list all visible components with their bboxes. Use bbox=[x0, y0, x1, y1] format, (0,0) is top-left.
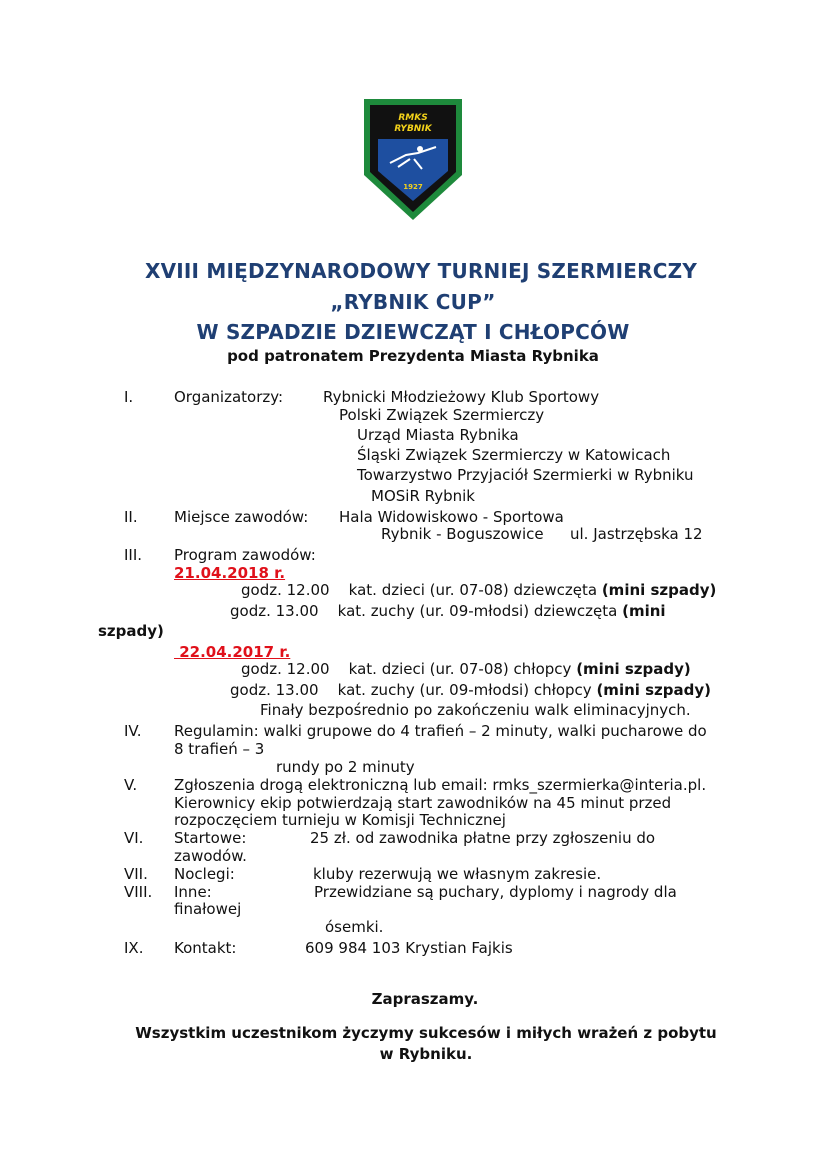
logo-year: 1927 bbox=[403, 183, 423, 191]
section-num-ix: IX. bbox=[124, 939, 144, 957]
section-num-ii: II. bbox=[124, 508, 138, 526]
schedule-weapon: (mini bbox=[622, 602, 666, 620]
section-num-iv: IV. bbox=[124, 722, 142, 740]
other-text-cont: finałowej bbox=[174, 900, 242, 918]
schedule-time: godz. 12.00 bbox=[241, 581, 330, 599]
schedule-row bbox=[241, 660, 691, 678]
wishes-line-2: w Rybniku. bbox=[379, 1045, 473, 1063]
schedule-time: godz. 13.00 bbox=[230, 681, 319, 699]
organizer-5: Towarzystwo Przyjaciół Szermierki w Rybniku bbox=[357, 466, 694, 484]
section-num-vi: VI. bbox=[124, 829, 144, 847]
title-line-2: „RYBNIK CUP” bbox=[330, 290, 496, 314]
schedule-row bbox=[241, 581, 716, 599]
schedule-weapon-cont: szpady) bbox=[98, 622, 164, 640]
section-num-iii: III. bbox=[124, 546, 143, 564]
logo-text-rybnik: RYBNIK bbox=[394, 124, 432, 134]
section-num-i: I. bbox=[124, 388, 134, 406]
logo-text-rmks: RMKS bbox=[398, 113, 428, 123]
other-text-cont-2: ósemki. bbox=[325, 918, 384, 936]
rules-line-3: rundy po 2 minuty bbox=[276, 758, 415, 776]
venue-street: ul. Jastrzębska 12 bbox=[570, 525, 703, 543]
organizer-1: Rybnicki Młodzieżowy Klub Sportowy bbox=[323, 388, 600, 406]
section-label-contact: Kontakt: bbox=[174, 939, 237, 957]
organizer-3: Urząd Miasta Rybnika bbox=[357, 426, 519, 444]
lodging-text: kluby rezerwują we własnym zakresie. bbox=[313, 865, 602, 883]
registration-line-2: Kierownicy ekip potwierdzają start zawodników na 45 minut przed bbox=[174, 794, 672, 812]
fee-text: 25 zł. od zawodnika płatne przy zgłoszeniu do bbox=[310, 829, 656, 847]
section-label-other: Inne: bbox=[174, 883, 212, 901]
schedule-category: kat. dzieci (ur. 07-08) chłopcy bbox=[348, 660, 572, 678]
section-num-v: V. bbox=[124, 776, 138, 794]
section-label-fee: Startowe: bbox=[174, 829, 247, 847]
fee-text-cont: zawodów. bbox=[174, 847, 247, 865]
finals-note: Finały bezpośrednio po zakończeniu walk eliminacyjnych. bbox=[260, 701, 691, 719]
registration-line-1: Zgłoszenia drogą elektroniczną lub email: rmks_szermierka@interia.pl. bbox=[174, 776, 707, 794]
schedule-time: godz. 13.00 bbox=[230, 602, 319, 620]
rules-line-2: 8 trafień – 3 bbox=[174, 740, 265, 758]
program-date-1: 21.04.2018 r. bbox=[174, 564, 286, 582]
schedule-time: godz. 12.00 bbox=[241, 660, 330, 678]
section-num-vii: VII. bbox=[124, 865, 148, 883]
section-label-lodging: Noclegi: bbox=[174, 865, 235, 883]
invitation: Zapraszamy. bbox=[371, 990, 479, 1008]
schedule-weapon: (mini szpady) bbox=[601, 581, 717, 599]
schedule-row bbox=[230, 681, 711, 699]
other-text: Przewidziane są puchary, dyplomy i nagrody dla bbox=[314, 883, 677, 901]
organizer-6: MOSiR Rybnik bbox=[371, 487, 475, 505]
club-logo bbox=[358, 97, 468, 222]
organizer-4: Śląski Związek Szermierczy w Katowicach bbox=[357, 446, 671, 464]
schedule-category: kat. zuchy (ur. 09-młodsi) chłopcy bbox=[337, 681, 592, 699]
title-line-3: W SZPADZIE DZIEWCZĄT I CHŁOPCÓW bbox=[196, 320, 630, 344]
section-label-venue: Miejsce zawodów: bbox=[174, 508, 309, 526]
program-date-2: 22.04.2017 r. bbox=[174, 643, 291, 661]
patronage: pod patronatem Prezydenta Miasta Rybnika bbox=[227, 347, 599, 365]
rules-line-1: Regulamin: walki grupowe do 4 trafień – 2 minuty, walki pucharowe do bbox=[174, 722, 707, 740]
title-line-1: XVIII MIĘDZYNARODOWY TURNIEJ SZERMIERCZY bbox=[144, 259, 698, 283]
section-label-organizers: Organizatorzy: bbox=[174, 388, 284, 406]
venue-name: Hala Widowiskowo - Sportowa bbox=[339, 508, 564, 526]
schedule-row bbox=[230, 602, 666, 620]
schedule-category: kat. dzieci (ur. 07-08) dziewczęta bbox=[348, 581, 598, 599]
organizer-2: Polski Związek Szermierczy bbox=[339, 406, 545, 424]
registration-line-3: rozpoczęciem turnieju w Komisji Technicznej bbox=[174, 811, 506, 829]
venue-city: Rybnik - Boguszowice bbox=[381, 525, 544, 543]
contact-text: 609 984 103 Krystian Fajkis bbox=[305, 939, 513, 957]
wishes-line-1: Wszystkim uczestnikom życzymy sukcesów i miłych wrażeń z pobytu bbox=[135, 1024, 717, 1042]
schedule-category: kat. zuchy (ur. 09-młodsi) dziewczęta bbox=[337, 602, 618, 620]
section-num-viii: VIII. bbox=[124, 883, 153, 901]
section-label-program: Program zawodów: bbox=[174, 546, 316, 564]
schedule-weapon: (mini szpady) bbox=[596, 681, 712, 699]
schedule-weapon: (mini szpady) bbox=[576, 660, 691, 678]
